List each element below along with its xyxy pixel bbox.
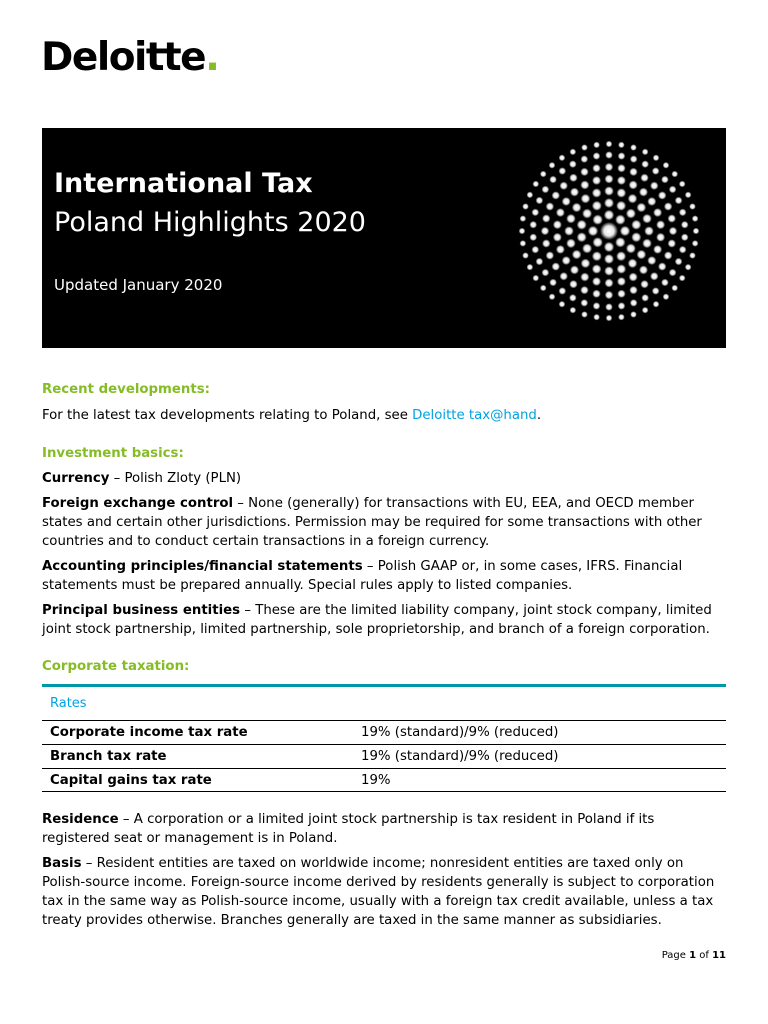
sphere-dot [663,293,670,300]
sphere-dot [679,275,686,282]
sphere-dot [536,258,544,266]
sphere-dot [529,233,537,241]
sphere-dot [671,285,678,292]
sphere-dot [592,290,600,298]
sphere-dot [592,251,602,261]
sphere-dot [570,307,577,314]
sphere-dot [556,245,565,254]
sphere-dot [580,180,589,189]
sphere-dot [522,203,529,210]
sphere-dot [664,202,672,210]
corporate-taxation-heading: Corporate taxation: [42,659,190,674]
sphere-dot [644,226,654,236]
sphere-dot [556,208,565,217]
sphere-dot [592,214,602,224]
sphere-dot [689,252,696,259]
sphere-dot [652,287,660,295]
page-total: 11 [712,950,726,961]
sphere-dot [669,227,677,235]
sphere-dot [588,226,598,236]
recent-text: For the latest tax developments relating to Poland, see [42,408,413,423]
sphere-dot [581,299,589,307]
sphere-dot [692,215,699,222]
page-number [662,950,726,961]
sphere-dot [542,269,550,277]
sphere-dot [617,164,625,172]
sphere-dot [618,142,625,149]
sphere-dot [593,142,600,149]
rate-label: Branch tax rate [50,749,167,764]
sphere-dot [629,273,638,282]
sphere-dot [650,272,658,280]
recent-developments-heading: Recent developments: [42,382,210,397]
corporate-item-basis [42,854,726,930]
recent-text-end: . [536,408,542,423]
sphere-dot [560,182,568,190]
sphere-dot [527,192,534,199]
sphere-dot [549,293,556,300]
sphere-dot [549,162,556,169]
deloitte-logo [41,35,219,80]
item-term: Principal business entities [42,603,241,618]
sphere-dot [606,141,613,148]
sphere-dot [675,258,683,266]
sphere-dot [664,251,672,259]
sphere-dot [653,301,660,308]
investment-item-entities [42,601,726,639]
sphere-dot [540,171,547,178]
sphere-dot [532,246,540,254]
sphere-dot [605,303,613,311]
sphere-dot [653,208,662,217]
rates-table-bottom-rule [42,791,726,792]
sphere-dot [581,259,591,269]
sphere-dot [593,314,600,321]
page-of: of [696,950,713,961]
sphere-dot [532,209,540,217]
sphere-dot [592,188,602,198]
sphere-dot [582,243,592,253]
item-text: – These are the limited liability company, joint stock company, limited joint stock partnership, limited partnership, sole proprietorship, and branch of a foreign corporation. [42,603,712,637]
investment-basics-heading: Investment basics: [42,446,184,461]
sphere-dot [605,291,613,299]
sphere-dot [642,149,649,156]
sphere-dot [617,176,626,185]
table-row [42,744,726,768]
sphere-dot [592,237,602,247]
sphere-dot [604,210,614,220]
sphere-dot [559,301,566,308]
sphere-dot [552,191,560,199]
recent-developments-text [42,406,726,425]
rate-value: 19% (standard)/9% (reduced) [361,725,559,740]
sphere-dot [562,197,571,206]
item-text: – Polish GAAP or, in some cases, IFRS. Financial statements must be prepared annually. Special rules apply to listed companies. [42,559,683,593]
sphere-dot [668,214,676,222]
page-current: 1 [689,950,697,961]
sphere-dot [647,256,656,265]
rate-label: Capital gains tax rate [50,773,212,788]
item-term: Accounting principles/financial statements [42,559,363,574]
sphere-dot [580,286,588,294]
item-text: – Polish Zloty (PLN) [109,471,242,486]
sphere-dot [604,186,614,196]
sphere-dot [658,191,666,199]
sphere-dot [572,203,582,213]
deloitte-taxathand-link[interactable]: Deloitte tax@hand [412,408,537,423]
sphere-dot [604,242,614,252]
sphere-dot [552,262,560,270]
sphere-dot [618,152,626,160]
sphere-dot [593,302,601,310]
sphere-dot [630,144,637,151]
sphere-dot [650,182,658,190]
sphere-dot [605,279,614,288]
sphere-dot [527,264,534,271]
sphere-dot [618,302,626,310]
sphere-dot [569,160,577,168]
sphere-dot [560,272,568,280]
sphere-dot [592,176,601,185]
sphere-dot [640,174,648,182]
rate-value: 19% [361,773,391,788]
hero-subtitle: Poland Highlights 2020 [54,207,366,238]
sphere-dot [605,151,613,159]
sphere-dot [692,240,699,247]
sphere-dot [637,250,647,260]
sphere-dot [520,215,527,222]
sphere-dot [630,155,638,163]
sphere-dot [546,202,554,210]
sphere-dot [675,197,683,205]
sphere-dot [668,239,676,247]
sphere-dot [639,265,648,274]
rates-table-caption: Rates [50,696,87,711]
sphere-dot [536,197,544,205]
sphere-dot [577,232,587,242]
sphere-dot [542,239,550,247]
sphere-dot [641,160,649,168]
sphere-dot [580,273,589,282]
sphere-dot [592,277,601,286]
sphere-dot [606,315,613,322]
logo-dot: . [205,35,219,80]
sphere-dot [618,314,625,321]
corporate-item-residence [42,810,726,848]
hero-updated: Updated January 2020 [54,276,223,294]
sphere-dot [581,155,589,163]
sphere-dot [642,214,652,224]
sphere-dot [617,264,627,274]
sphere-dot [629,168,637,176]
sphere-dot [661,176,669,184]
sphere-dot [685,192,692,199]
sphere-dot [592,264,602,274]
sphere-dot [604,198,614,208]
sphere-dot [647,197,656,206]
sphere-dot [542,186,550,194]
sphere-dot [617,188,627,198]
sphere-dot [604,266,614,276]
sphere-dot [592,201,602,211]
item-text: – Resident entities are taxed on worldwide income; nonresident entities are taxed only on Polish-source income. Foreign-source income derived by residents generally is subject to corporation tax in the same way as Polish-source income, usually with a foreign tax credit available, unless a tax treaty provides otherwise. Branches generally are taxed in the same manner as subsidiaries. [42,856,715,928]
sphere-dot [564,226,574,236]
sphere-dot [630,311,637,318]
sphere-dot [604,254,614,264]
sphere-dot [642,307,649,314]
sphere-dot [592,164,600,172]
logo-wordmark: Deloitte [41,35,206,80]
sphere-dot [630,299,638,307]
sphere-dot [652,167,660,175]
item-term: Residence [42,812,119,827]
sphere-dot [600,222,618,240]
rate-value: 19% (standard)/9% (reduced) [361,749,559,764]
sphere-dot [629,180,638,189]
table-row [42,768,726,792]
sphere-dot [669,186,677,194]
sphere-dot [542,214,550,222]
sphere-dot [553,233,562,242]
sphere-dot [641,294,649,302]
sphere-dot [529,221,537,229]
sphere-dot [581,311,588,318]
sphere-dot [626,243,636,253]
sphere-dot [631,232,641,242]
item-text: – None (generally) for transactions with EU, EEA, and OECD member states and certain other jurisdictions. Permission may be required for some transactions with other countries and to conduct certain transactions in a foreign currency. [42,496,702,549]
sphere-dot [546,251,554,259]
sphere-dot [615,237,625,247]
sphere-dot [626,209,636,219]
sphere-dot [637,203,647,213]
sphere-dot [533,181,540,188]
sphere-dot [559,155,566,162]
item-text: – A corporation or a limited joint stock partnership is tax resident in Poland if its registered seat or management is in Poland. [42,812,655,846]
sphere-dot [689,203,696,210]
sphere-dot [577,220,587,230]
sphere-dot [653,245,662,254]
sphere-dot [616,201,626,211]
hero-title: International Tax [54,168,313,199]
sphere-dot [620,226,630,236]
sphere-dot [520,240,527,247]
sphere-dot [553,220,562,229]
item-term: Currency [42,471,110,486]
item-term: Basis [42,856,82,871]
rates-table-top-rule [42,684,726,687]
sphere-dot [569,280,577,288]
investment-item-fx-control [42,494,726,551]
sphere-dot [522,252,529,259]
sphere-dot [615,214,625,224]
sphere-dot [669,269,677,277]
sphere-dot [593,152,601,160]
sphere-dot [566,239,576,249]
sphere-dot [631,220,641,230]
investment-item-accounting [42,557,726,595]
sphere-dot [559,287,567,295]
sphere-dot [629,286,637,294]
sphere-dot [581,144,588,151]
sphere-dot [570,188,579,197]
sphere-dot [617,290,625,298]
sphere-dot [541,227,549,235]
sphere-dot [679,246,687,254]
sphere-dot [569,294,577,302]
table-row [42,720,726,744]
hero-banner [42,128,726,348]
sphere-dot [566,214,576,224]
sphere-dot [533,275,540,282]
sphere-dot [640,280,648,288]
sphere-dot [570,149,577,156]
sphere-dot [628,194,638,204]
sphere-dot [549,279,557,287]
sphere-dot [580,168,588,176]
sphere-dot [693,228,700,235]
sphere-dot [628,259,638,269]
rate-label: Corporate income tax rate [50,725,248,740]
sphere-dot [582,209,592,219]
page-word: Page [661,950,690,961]
sphere-dot [661,279,669,287]
sphere-dot [617,277,626,286]
sphere-dot [639,188,648,197]
sphere-dot [616,251,626,261]
sphere-dot [642,239,652,249]
sphere-dot [681,221,689,229]
sphere-dot [559,167,567,175]
sphere-dot [562,256,571,265]
sphere-dot [572,250,582,260]
dot-sphere-icon [516,128,726,348]
sphere-dot [569,174,577,182]
investment-item-currency [42,469,726,488]
sphere-dot [605,163,613,171]
sphere-dot [658,262,666,270]
sphere-dot [685,264,692,271]
sphere-dot [681,233,689,241]
sphere-dot [663,162,670,169]
sphere-dot [540,285,547,292]
item-term: Foreign exchange control [42,496,234,511]
sphere-dot [519,228,526,235]
sphere-dot [570,265,579,274]
sphere-dot [581,194,591,204]
sphere-dot [671,171,678,178]
sphere-dot [605,175,614,184]
sphere-dot [679,181,686,188]
sphere-dot [656,220,665,229]
sphere-dot [549,176,557,184]
sphere-dot [653,155,660,162]
sphere-dot [679,209,687,217]
sphere-dot [656,233,665,242]
